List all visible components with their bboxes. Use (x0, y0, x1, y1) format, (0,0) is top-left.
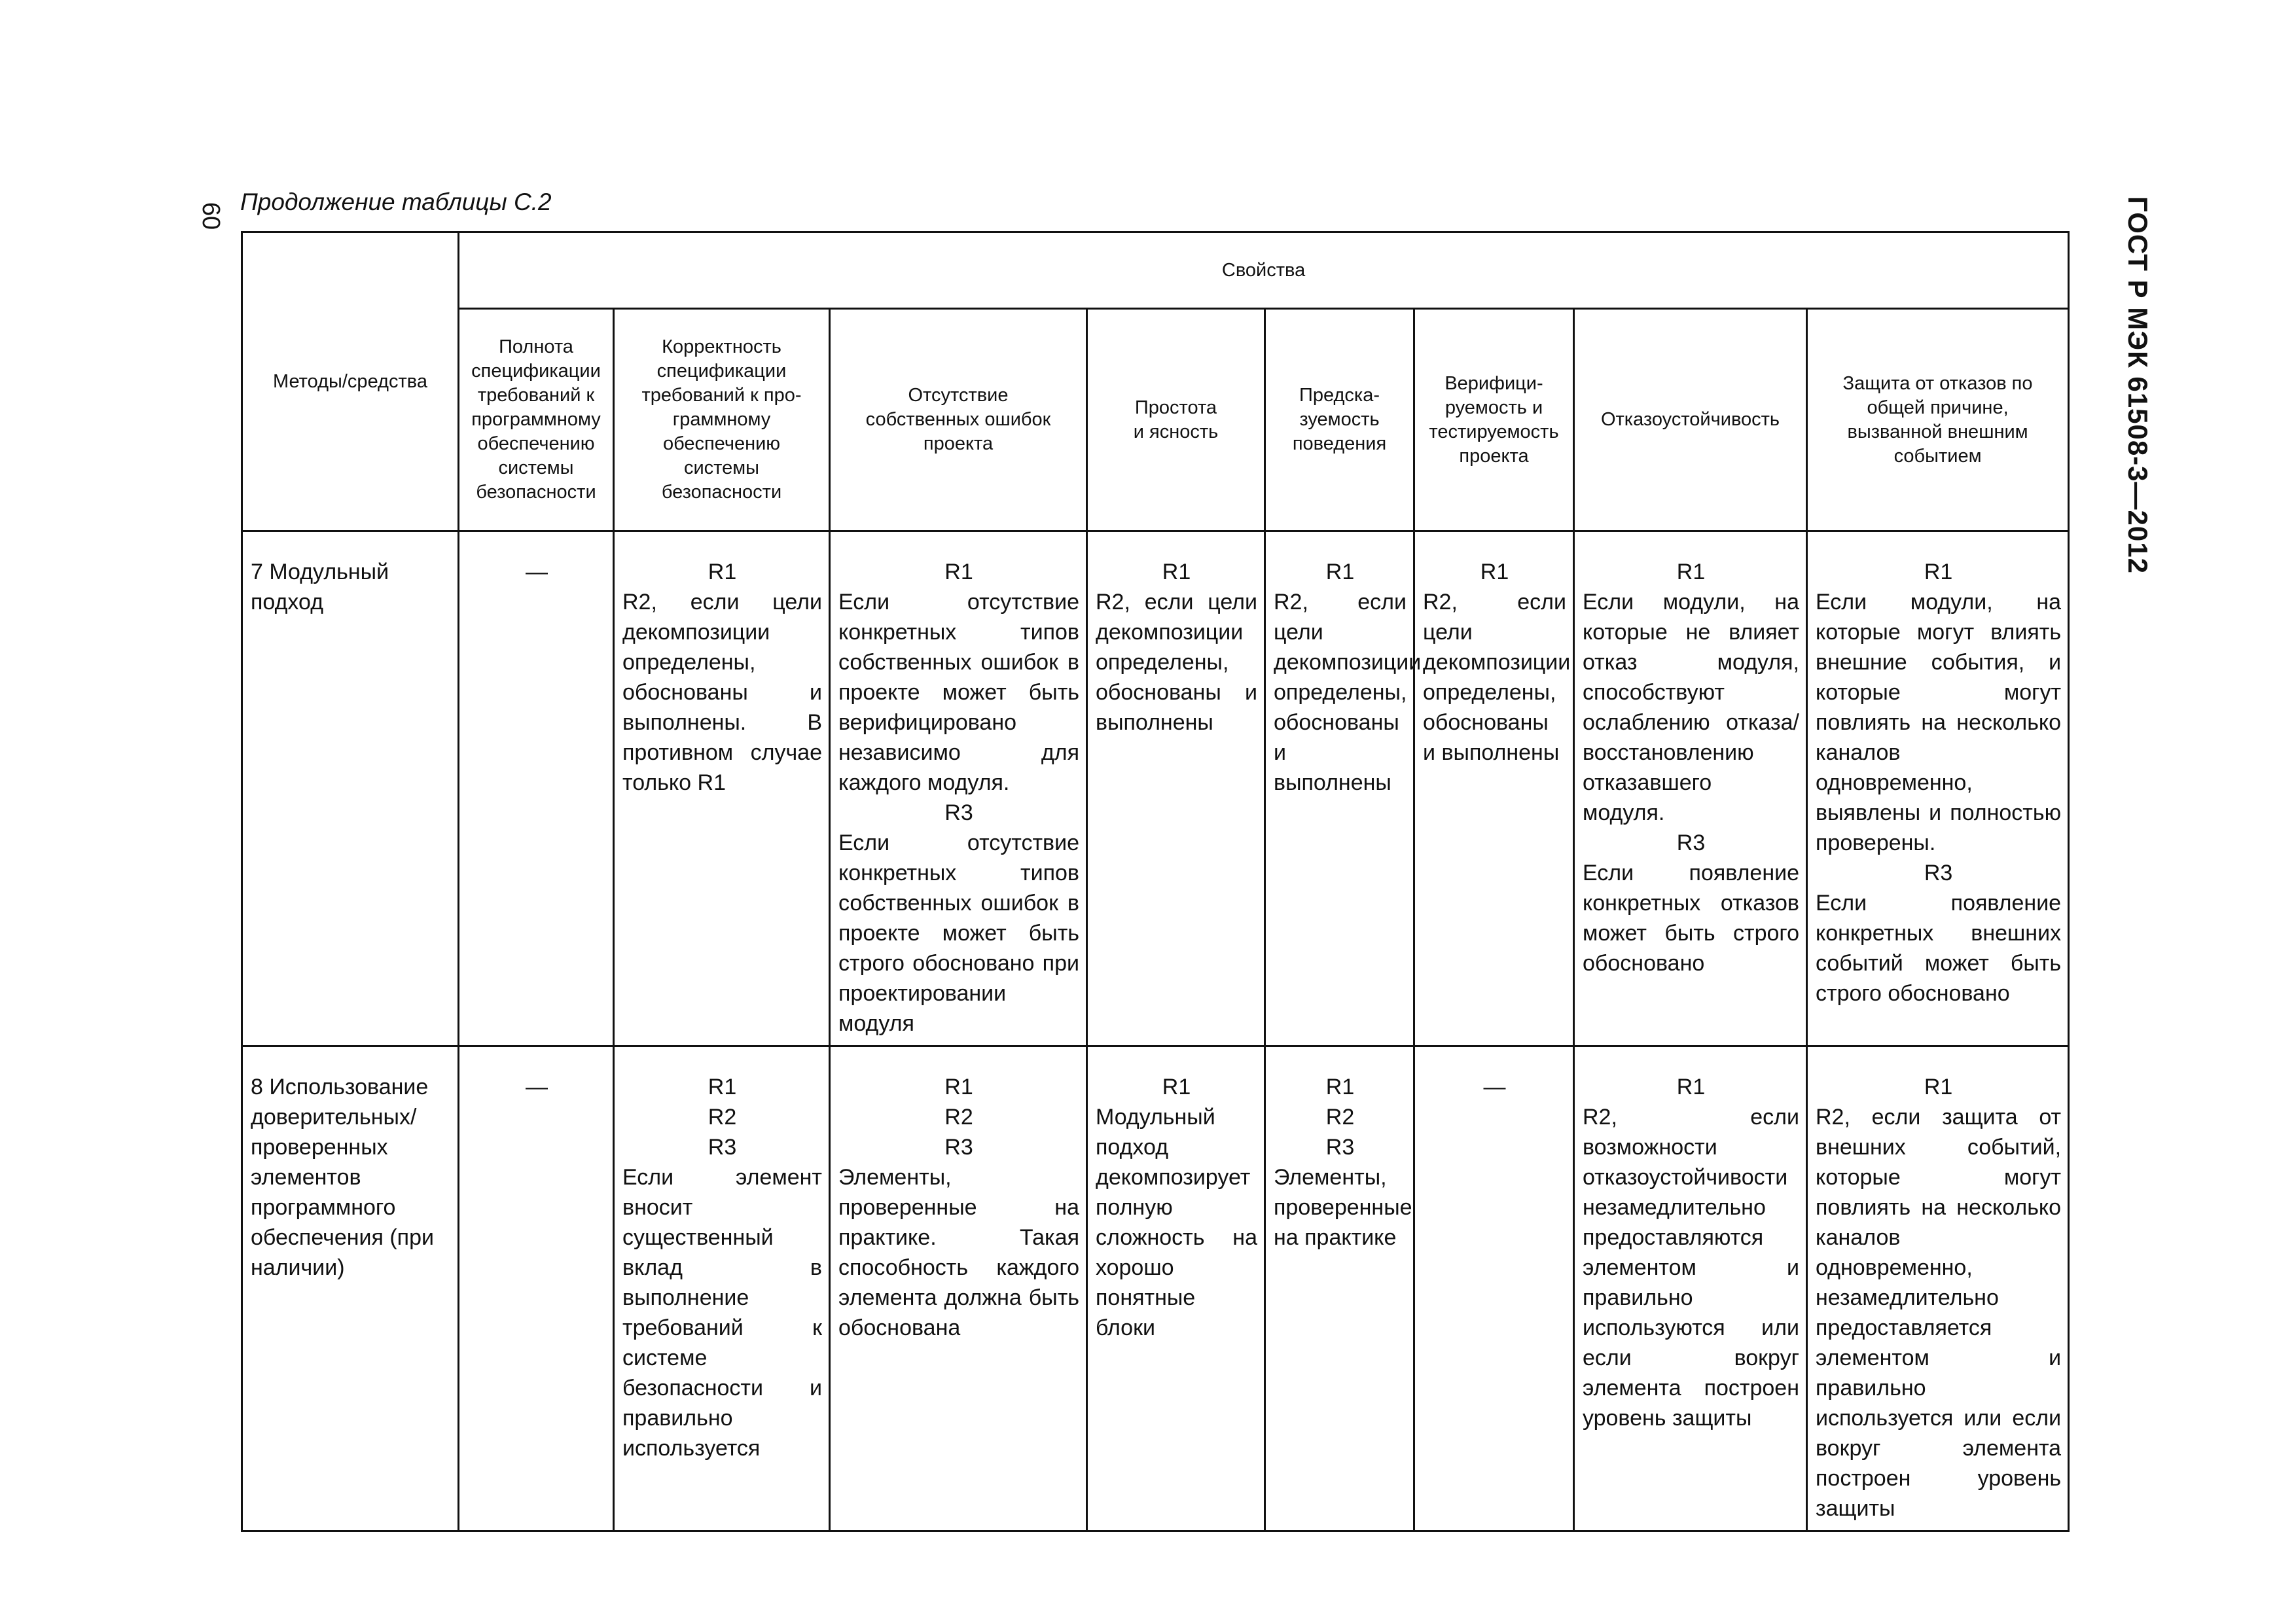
condition-text: R2, если цели декомпозиции определены, обоснованы и выполнены. В противном случае только R1 (622, 590, 822, 795)
recommendation-code: R3 (708, 1135, 737, 1160)
condition-text: Если отсутствие конкретных типов собственных ошибок в проекте может быть верифицировано независимо для каждого модуля. (838, 590, 1079, 795)
recommendation-code: R1 (1162, 1075, 1191, 1099)
column-header-line: Верифици- (1444, 372, 1543, 394)
property-cell (830, 531, 1087, 1046)
condition-text: R2, если цели декомпозиции определены, обоснованы и выполнены (1274, 590, 1422, 795)
condition-text: Элементы, проверенные на практике. Такая способность каждого элемента должна быть обоснована (838, 1165, 1079, 1340)
column-header-line: Отказоустойчивость (1600, 409, 1780, 430)
recommendation-code: R3 (944, 800, 973, 825)
recommendation-code: R1 (1924, 560, 1953, 584)
column-header-line: проекта (1459, 445, 1529, 467)
recommendation-code: R1 (1325, 1075, 1355, 1099)
property-cell (459, 531, 614, 1046)
column-header-line: Предска- (1299, 385, 1380, 406)
recommendation-code: R1 (944, 560, 973, 584)
recommendation-code: R1 (1924, 1075, 1953, 1099)
property-cell (1265, 531, 1422, 1046)
column-header (459, 309, 614, 531)
property-cell (830, 1046, 1087, 1531)
condition-text: Если отсутствие конкретных типов собственных ошибок в проекте может быть строго обосновано при проектировании модуля (838, 830, 1079, 1036)
table-caption: Продолжение таблицы С.2 (240, 188, 552, 215)
recommendation-code: R3 (1325, 1135, 1355, 1160)
not-applicable-dash: — (526, 1075, 548, 1099)
recommendation-code: R1 (708, 1075, 737, 1099)
methods-header: Методы/средства (242, 232, 459, 531)
condition-text: Если появление конкретных внешних событий может быть строго обосновано (1816, 891, 2062, 1006)
recommendation-code: R1 (1676, 1075, 1706, 1099)
column-header-line: вызванной внешним (1847, 421, 2028, 442)
recommendation-code: R1 (1162, 560, 1191, 584)
column-header (1414, 309, 1574, 531)
column-header-line: Корректность (662, 336, 781, 357)
recommendation-code: R3 (944, 1135, 973, 1160)
property-cell (1807, 1046, 2069, 1531)
method-name: 8 Использование доверительных/проверенных элементов программного обеспечения (при наличии) (242, 1046, 459, 1531)
column-header-line: обеспечению (477, 433, 595, 454)
property-cell (1087, 1046, 1265, 1531)
recommendation-code: R1 (1480, 560, 1509, 584)
column-header (1087, 309, 1265, 531)
condition-text: R2, если цели декомпозиции определены, обоснованы и выполнены (1096, 590, 1257, 735)
recommendation-code: R2 (1325, 1105, 1355, 1130)
document-title: ГОСТ Р МЭК 61508-3—2012 (2123, 196, 2153, 574)
column-header-line: системы (683, 457, 760, 478)
column-header (1265, 309, 1414, 531)
condition-text: Если элемент вносит существенный вклад в выполнение требований к системе безопасности и правильно используется (622, 1165, 822, 1461)
column-header-line: спецификации (656, 361, 787, 382)
condition-text: R2, если цели декомпозиции определены, обоснованы и выполнены (1423, 590, 1571, 765)
condition-text: R2, если защита от внешних событий, которые могут повлиять на несколько каналов одновременно, незамедлительно предоставляется элементом и правильно используется или если вокруг элемента построен уровень защиты (1816, 1105, 2062, 1521)
column-header-line: проекта (923, 433, 994, 454)
condition-text: Если модули, на которые могут влиять внешние события, и которые могут повлиять на несколько каналов одновременно, выявлены и полностью проверены. (1816, 590, 2062, 855)
column-header-line: обеспечению (662, 433, 781, 454)
column-header (1574, 309, 1807, 531)
column-header-line: безопасности (661, 482, 782, 503)
column-header-line: граммному (672, 409, 771, 430)
column-header-line: спецификации (471, 361, 601, 382)
column-header (1807, 309, 2069, 531)
recommendation-code: R2 (708, 1105, 737, 1130)
properties-header: Свойства (459, 232, 2069, 309)
header-row-columns (242, 309, 2069, 531)
not-applicable-dash: — (1483, 1075, 1506, 1099)
properties-table (241, 231, 2070, 1532)
column-header (830, 309, 1087, 531)
column-header-line: системы (498, 457, 574, 478)
recommendation-code: R3 (1676, 830, 1706, 855)
table-row (242, 531, 2069, 1046)
recommendation-code: R2 (944, 1105, 973, 1130)
method-name: 7 Модульный подход (242, 531, 459, 1046)
column-header-line: собственных ошибок (865, 409, 1051, 430)
condition-text: Элементы, проверенные на практике (1274, 1165, 1412, 1250)
column-header-line: Защита от отказов по (1842, 372, 2033, 394)
column-header-line: Отсутствие (908, 385, 1009, 406)
header-row-top (242, 232, 2069, 309)
recommendation-code: R1 (708, 560, 737, 584)
column-header-line: руемость и (1444, 397, 1543, 418)
column-header-line: событием (1893, 445, 1982, 467)
column-header-line: Полнота (499, 336, 573, 357)
recommendation-code: R1 (1325, 560, 1355, 584)
property-cell (1087, 531, 1265, 1046)
property-cell (614, 1046, 830, 1531)
property-cell (1414, 531, 1574, 1046)
column-header-line: безопасности (476, 482, 596, 503)
column-header-line: требований к про- (641, 385, 802, 406)
column-header (614, 309, 830, 531)
recommendation-code: R1 (1676, 560, 1706, 584)
column-header-line: программному (471, 409, 601, 430)
property-cell (1574, 1046, 1807, 1531)
condition-text: Если появление конкретных отказов может быть строго обосновано (1583, 861, 1799, 976)
condition-text: Модульный подход декомпозирует полную сложность на хорошо понятные блоки (1096, 1105, 1257, 1340)
column-header-line: тестируемость (1429, 421, 1559, 442)
property-cell (1414, 1046, 1574, 1531)
column-header-line: и ясность (1133, 421, 1219, 442)
property-cell (1574, 531, 1807, 1046)
page-number: 60 (197, 202, 225, 230)
not-applicable-dash: — (526, 560, 548, 584)
column-header-line: общей причине, (1867, 397, 2009, 418)
column-header-line: поведения (1292, 433, 1387, 454)
property-cell (1265, 1046, 1414, 1531)
column-header-line: Простота (1134, 397, 1217, 418)
condition-text: Если модули, на которые не влияет отказ модуля, способствуют ослаблению отказа/восстановлению отказавшего модуля. (1583, 590, 1799, 825)
table-row (242, 1046, 2069, 1531)
column-header-line: требований к (477, 385, 595, 406)
recommendation-code: R3 (1924, 861, 1953, 885)
property-cell (614, 531, 830, 1046)
condition-text: R2, если возможности отказоустойчивости незамедлительно предоставляются элементом и правильно используются или если вокруг элемента построен уровень защиты (1583, 1105, 1799, 1431)
property-cell (459, 1046, 614, 1531)
recommendation-code: R1 (944, 1075, 973, 1099)
column-header-line: зуемость (1299, 409, 1380, 430)
property-cell (1807, 531, 2069, 1046)
